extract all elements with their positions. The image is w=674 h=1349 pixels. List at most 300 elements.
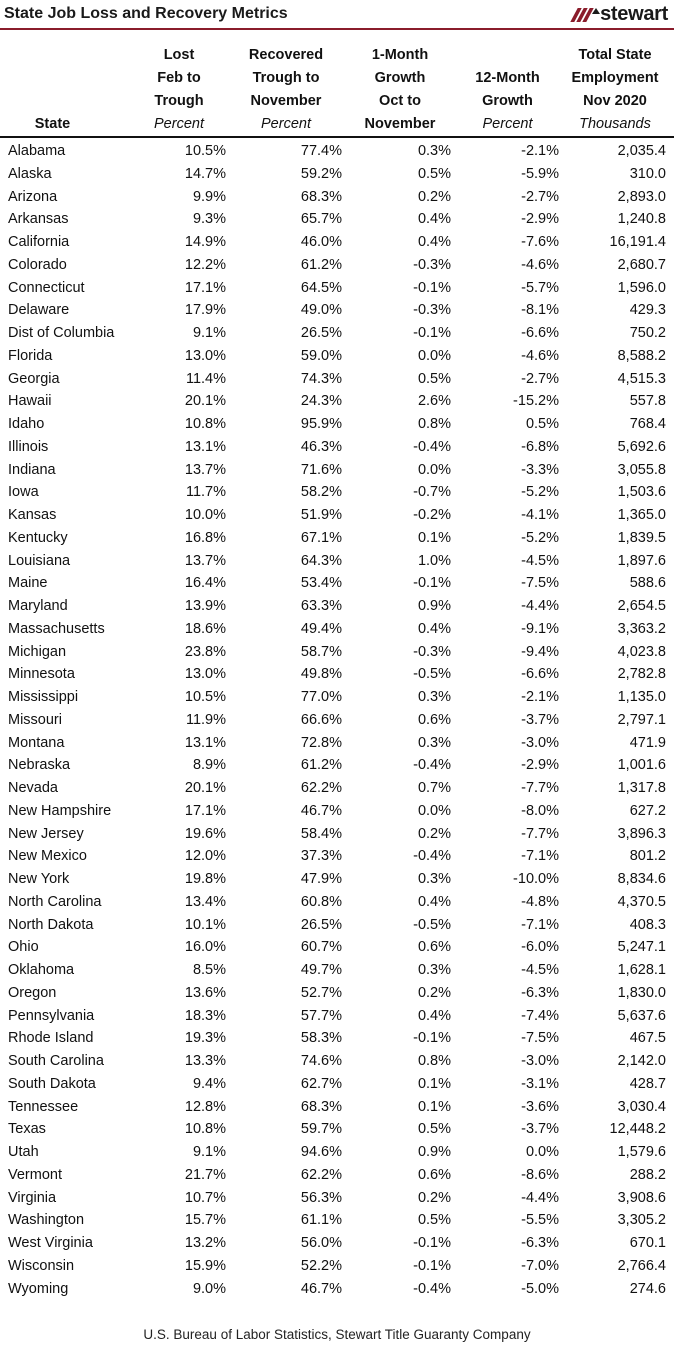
table-row bbox=[0, 823, 674, 846]
lost-percent: 16.8% bbox=[184, 529, 226, 546]
state-name: Kentucky bbox=[8, 529, 68, 546]
lost-percent: 13.0% bbox=[184, 666, 226, 683]
lost-percent: 9.4% bbox=[192, 1075, 226, 1092]
state-name: Alaska bbox=[8, 165, 52, 182]
recovered-percent: 74.3% bbox=[300, 370, 342, 387]
one-month-growth: 0.9% bbox=[417, 598, 451, 614]
recovered-percent: 62.2% bbox=[300, 780, 342, 796]
lost-percent: 13.7% bbox=[184, 552, 226, 569]
table-row bbox=[0, 1050, 674, 1073]
table-row bbox=[0, 459, 674, 482]
one-month-growth: 0.4% bbox=[417, 893, 451, 910]
total-employment: 2,766.4 bbox=[617, 1257, 666, 1274]
state-name: Missouri bbox=[8, 711, 62, 728]
state-name: Texas bbox=[8, 1121, 46, 1138]
twelve-month-growth: -6.3% bbox=[521, 984, 559, 1001]
twelve-month-growth: -6.0% bbox=[521, 939, 559, 956]
table-row bbox=[0, 186, 674, 209]
lost-percent: 13.7% bbox=[184, 461, 226, 478]
recovered-percent: 63.3% bbox=[300, 598, 342, 614]
table-row bbox=[0, 1255, 674, 1278]
recovered-percent: 64.5% bbox=[300, 279, 342, 296]
lost-percent: 10.7% bbox=[184, 1189, 226, 1206]
state-name: Illinois bbox=[8, 438, 49, 455]
twelve-month-growth: -2.9% bbox=[521, 211, 559, 228]
state-name: South Dakota bbox=[8, 1075, 96, 1092]
table-row bbox=[0, 982, 674, 1005]
recovered-percent: 58.7% bbox=[300, 643, 342, 660]
recovered-percent: 58.3% bbox=[300, 1030, 342, 1047]
total-employment: 1,503.6 bbox=[617, 484, 666, 501]
twelve-month-growth: -2.7% bbox=[521, 188, 559, 205]
table-row bbox=[0, 1278, 674, 1301]
one-month-growth: 0.3% bbox=[417, 689, 451, 705]
total-employment: 1,365.0 bbox=[617, 507, 666, 523]
lost-percent: 13.2% bbox=[184, 1235, 226, 1251]
one-month-growth: 1.0% bbox=[417, 552, 451, 569]
table-row bbox=[0, 572, 674, 595]
total-employment: 627.2 bbox=[629, 802, 666, 819]
one-month-growth: 0.2% bbox=[417, 825, 451, 842]
state-name: Washington bbox=[8, 1212, 85, 1229]
column-header-lost: Lost Feb to Trough Percent bbox=[154, 47, 204, 132]
table-header bbox=[0, 46, 674, 138]
lost-percent: 10.5% bbox=[184, 689, 226, 705]
total-employment: 16,191.4 bbox=[609, 234, 666, 250]
twelve-month-growth: -8.6% bbox=[521, 1166, 559, 1183]
lost-percent: 12.2% bbox=[184, 256, 226, 273]
recovered-percent: 77.4% bbox=[300, 143, 342, 159]
recovered-percent: 46.3% bbox=[300, 438, 342, 455]
one-month-growth: 2.6% bbox=[417, 393, 451, 410]
twelve-month-growth: -7.5% bbox=[521, 1030, 559, 1047]
state-name: Connecticut bbox=[8, 279, 85, 296]
lost-percent: 18.6% bbox=[184, 620, 226, 637]
one-month-growth: -0.4% bbox=[413, 848, 451, 865]
recovered-percent: 68.3% bbox=[300, 1098, 342, 1115]
recovered-percent: 74.6% bbox=[300, 1053, 342, 1069]
column-header-12-month-growth: 12-Month Growth Percent bbox=[475, 70, 540, 132]
twelve-month-growth: -9.1% bbox=[521, 620, 559, 637]
one-month-growth: -0.5% bbox=[413, 666, 451, 683]
twelve-month-growth: -3.7% bbox=[521, 711, 559, 728]
table-row bbox=[0, 914, 674, 937]
recovered-percent: 59.7% bbox=[300, 1121, 342, 1138]
total-employment: 588.6 bbox=[629, 575, 666, 592]
one-month-growth: 0.4% bbox=[417, 1007, 451, 1024]
total-employment: 2,035.4 bbox=[617, 143, 666, 159]
lost-percent: 16.0% bbox=[184, 939, 226, 956]
table-row bbox=[0, 618, 674, 641]
total-employment: 670.1 bbox=[629, 1235, 666, 1251]
one-month-growth: 0.5% bbox=[417, 1212, 451, 1229]
table-row bbox=[0, 845, 674, 868]
one-month-growth: 0.9% bbox=[417, 1144, 451, 1160]
total-employment: 2,142.0 bbox=[617, 1053, 666, 1069]
table-row bbox=[0, 1141, 674, 1164]
table-row bbox=[0, 1027, 674, 1050]
twelve-month-growth: -4.4% bbox=[521, 1189, 559, 1206]
total-employment: 288.2 bbox=[629, 1166, 666, 1183]
total-employment: 1,596.0 bbox=[617, 279, 666, 296]
total-employment: 2,797.1 bbox=[617, 711, 666, 728]
table-row bbox=[0, 413, 674, 436]
lost-percent: 11.7% bbox=[185, 484, 226, 501]
recovered-percent: 56.3% bbox=[300, 1189, 342, 1206]
one-month-growth: -0.1% bbox=[413, 1030, 451, 1047]
twelve-month-growth: -5.2% bbox=[521, 484, 559, 501]
state-name: New Hampshire bbox=[8, 802, 112, 819]
twelve-month-growth: -6.6% bbox=[521, 325, 559, 341]
one-month-growth: 0.5% bbox=[417, 1121, 451, 1138]
lost-percent: 10.8% bbox=[184, 416, 226, 432]
recovered-percent: 58.4% bbox=[300, 825, 342, 842]
state-name: Wisconsin bbox=[8, 1257, 75, 1274]
table-row bbox=[0, 1118, 674, 1141]
total-employment: 1,317.8 bbox=[617, 780, 666, 796]
one-month-growth: 0.5% bbox=[417, 370, 451, 387]
state-name: Vermont bbox=[8, 1166, 62, 1183]
twelve-month-growth: -7.0% bbox=[521, 1257, 559, 1274]
twelve-month-growth: -3.7% bbox=[521, 1121, 559, 1138]
recovered-percent: 94.6% bbox=[300, 1144, 342, 1160]
state-name: Alabama bbox=[8, 143, 66, 159]
total-employment: 3,363.2 bbox=[617, 620, 666, 637]
table-row bbox=[0, 481, 674, 504]
lost-percent: 17.9% bbox=[184, 302, 226, 319]
twelve-month-growth: -5.7% bbox=[521, 279, 559, 296]
recovered-percent: 26.5% bbox=[300, 325, 342, 341]
recovered-percent: 61.2% bbox=[300, 256, 342, 273]
table-row bbox=[0, 1209, 674, 1232]
total-employment: 1,839.5 bbox=[617, 529, 666, 546]
one-month-growth: -0.5% bbox=[413, 916, 451, 933]
recovered-percent: 24.3% bbox=[300, 393, 342, 410]
twelve-month-growth: -7.4% bbox=[521, 1007, 559, 1024]
total-employment: 4,370.5 bbox=[617, 893, 666, 910]
total-employment: 408.3 bbox=[629, 916, 666, 933]
twelve-month-growth: -2.1% bbox=[521, 689, 559, 705]
twelve-month-growth: -6.6% bbox=[521, 666, 559, 683]
state-name: Oregon bbox=[8, 984, 57, 1001]
table-row bbox=[0, 231, 674, 254]
page-title: State Job Loss and Recovery Metrics bbox=[4, 5, 288, 22]
lost-percent: 15.7% bbox=[184, 1212, 226, 1229]
state-name: Wyoming bbox=[8, 1280, 69, 1297]
one-month-growth: 0.0% bbox=[417, 347, 451, 364]
total-employment: 12,448.2 bbox=[609, 1121, 666, 1138]
twelve-month-growth: -7.5% bbox=[521, 575, 559, 592]
one-month-growth: -0.3% bbox=[413, 256, 451, 273]
stewart-logo-icon bbox=[570, 6, 598, 24]
state-name: New York bbox=[8, 871, 70, 887]
lost-percent: 11.9% bbox=[185, 711, 226, 728]
total-employment: 3,908.6 bbox=[617, 1189, 666, 1206]
twelve-month-growth: -4.5% bbox=[521, 962, 559, 978]
lost-percent: 12.0% bbox=[184, 848, 226, 865]
one-month-growth: 0.8% bbox=[417, 416, 451, 432]
state-name: Iowa bbox=[8, 484, 39, 501]
twelve-month-growth: -4.4% bbox=[521, 598, 559, 614]
total-employment: 429.3 bbox=[629, 302, 666, 319]
recovered-percent: 26.5% bbox=[300, 916, 342, 933]
one-month-growth: -0.3% bbox=[413, 643, 451, 660]
lost-percent: 10.0% bbox=[184, 507, 226, 523]
recovered-percent: 57.7% bbox=[300, 1007, 342, 1024]
one-month-growth: -0.1% bbox=[413, 575, 451, 592]
twelve-month-growth: -7.1% bbox=[521, 916, 559, 933]
recovered-percent: 58.2% bbox=[300, 484, 342, 501]
lost-percent: 15.9% bbox=[184, 1257, 226, 1274]
state-name: Georgia bbox=[8, 370, 60, 387]
recovered-percent: 49.4% bbox=[300, 620, 342, 637]
total-employment: 2,680.7 bbox=[617, 256, 666, 273]
one-month-growth: 0.6% bbox=[417, 711, 451, 728]
state-name: Rhode Island bbox=[8, 1030, 94, 1047]
recovered-percent: 65.7% bbox=[300, 211, 342, 228]
one-month-growth: 0.2% bbox=[417, 1189, 451, 1206]
total-employment: 1,897.6 bbox=[617, 552, 666, 569]
recovered-percent: 52.7% bbox=[300, 984, 342, 1001]
state-name: Michigan bbox=[8, 643, 67, 660]
state-name: South Carolina bbox=[8, 1053, 104, 1069]
total-employment: 2,654.5 bbox=[617, 598, 666, 614]
state-name: Montana bbox=[8, 734, 65, 751]
table-row bbox=[0, 868, 674, 891]
one-month-growth: -0.4% bbox=[413, 757, 451, 774]
twelve-month-growth: -8.1% bbox=[521, 302, 559, 319]
column-header-state: State bbox=[34, 116, 71, 132]
one-month-growth: -0.1% bbox=[413, 1257, 451, 1274]
total-employment: 2,893.0 bbox=[617, 188, 666, 205]
lost-percent: 10.1% bbox=[184, 916, 226, 933]
table-row bbox=[0, 777, 674, 800]
total-employment: 557.8 bbox=[629, 393, 666, 410]
total-employment: 750.2 bbox=[629, 325, 666, 341]
twelve-month-growth: -5.0% bbox=[521, 1280, 559, 1297]
twelve-month-growth: -9.4% bbox=[521, 643, 559, 660]
twelve-month-growth: -7.7% bbox=[521, 780, 559, 796]
recovered-percent: 64.3% bbox=[300, 552, 342, 569]
one-month-growth: 0.4% bbox=[417, 620, 451, 637]
lost-percent: 14.7% bbox=[184, 165, 226, 182]
total-employment: 5,637.6 bbox=[617, 1007, 666, 1024]
total-employment: 1,830.0 bbox=[617, 984, 666, 1001]
one-month-growth: 0.0% bbox=[417, 461, 451, 478]
recovered-percent: 62.2% bbox=[300, 1166, 342, 1183]
recovered-percent: 68.3% bbox=[300, 188, 342, 205]
one-month-growth: 0.7% bbox=[417, 780, 451, 796]
recovered-percent: 72.8% bbox=[300, 734, 342, 751]
table-row bbox=[0, 595, 674, 618]
source-footnote: U.S. Bureau of Labor Statistics, Stewart Title Guaranty Company bbox=[143, 1327, 531, 1342]
recovered-percent: 60.8% bbox=[300, 893, 342, 910]
lost-percent: 19.8% bbox=[184, 871, 226, 887]
total-employment: 4,515.3 bbox=[617, 370, 666, 387]
twelve-month-growth: -6.3% bbox=[521, 1235, 559, 1251]
state-name: Florida bbox=[8, 347, 53, 364]
total-employment: 5,247.1 bbox=[617, 939, 666, 956]
twelve-month-growth: -4.1% bbox=[521, 507, 559, 523]
table-row bbox=[0, 208, 674, 231]
lost-percent: 21.7% bbox=[184, 1166, 226, 1183]
lost-percent: 17.1% bbox=[184, 802, 226, 819]
lost-percent: 9.1% bbox=[192, 1144, 226, 1160]
table-row bbox=[0, 550, 674, 573]
lost-percent: 13.1% bbox=[184, 734, 226, 751]
one-month-growth: 0.3% bbox=[417, 143, 451, 159]
lost-percent: 9.1% bbox=[192, 325, 226, 341]
twelve-month-growth: -5.2% bbox=[521, 529, 559, 546]
recovered-percent: 59.0% bbox=[300, 347, 342, 364]
recovered-percent: 37.3% bbox=[300, 848, 342, 865]
twelve-month-growth: -3.0% bbox=[521, 1053, 559, 1069]
lost-percent: 8.9% bbox=[192, 757, 226, 774]
total-employment: 1,240.8 bbox=[617, 211, 666, 228]
lost-percent: 12.8% bbox=[184, 1098, 226, 1115]
one-month-growth: 0.4% bbox=[417, 234, 451, 250]
twelve-month-growth: -15.2% bbox=[513, 393, 559, 410]
lost-percent: 13.9% bbox=[184, 598, 226, 614]
column-header-total-employment: Total State Employment Nov 2020 Thousands bbox=[571, 47, 659, 132]
state-name: North Carolina bbox=[8, 893, 102, 910]
total-employment: 8,834.6 bbox=[617, 871, 666, 887]
table-row bbox=[0, 936, 674, 959]
state-name: Dist of Columbia bbox=[8, 325, 115, 341]
twelve-month-growth: -7.6% bbox=[521, 234, 559, 250]
lost-percent: 9.9% bbox=[192, 188, 226, 205]
state-name: Delaware bbox=[8, 302, 70, 319]
state-name: West Virginia bbox=[8, 1235, 93, 1251]
table-row bbox=[0, 641, 674, 664]
lost-percent: 19.3% bbox=[184, 1030, 226, 1047]
recovered-percent: 77.0% bbox=[300, 689, 342, 705]
lost-percent: 14.9% bbox=[184, 234, 226, 250]
lost-percent: 13.1% bbox=[184, 438, 226, 455]
twelve-month-growth: -3.6% bbox=[521, 1098, 559, 1115]
one-month-growth: 0.2% bbox=[417, 188, 451, 205]
one-month-growth: 0.1% bbox=[417, 1075, 451, 1092]
total-employment: 310.0 bbox=[629, 165, 666, 182]
twelve-month-growth: -7.1% bbox=[521, 848, 559, 865]
table-row bbox=[0, 1096, 674, 1119]
state-name: Oklahoma bbox=[8, 962, 75, 978]
recovered-percent: 47.9% bbox=[300, 871, 342, 887]
one-month-growth: -0.1% bbox=[413, 279, 451, 296]
lost-percent: 23.8% bbox=[184, 643, 226, 660]
state-name: Utah bbox=[8, 1144, 39, 1160]
recovered-percent: 49.7% bbox=[300, 962, 342, 978]
table-row bbox=[0, 800, 674, 823]
table-row bbox=[0, 504, 674, 527]
recovered-percent: 46.7% bbox=[300, 1280, 342, 1297]
table-row bbox=[0, 1073, 674, 1096]
twelve-month-growth: -5.5% bbox=[521, 1212, 559, 1229]
table-row bbox=[0, 322, 674, 345]
state-name: Maine bbox=[8, 575, 48, 592]
twelve-month-growth: -4.6% bbox=[521, 347, 559, 364]
table-row bbox=[0, 163, 674, 186]
table-row bbox=[0, 1187, 674, 1210]
table-row bbox=[0, 277, 674, 300]
lost-percent: 9.3% bbox=[192, 211, 226, 228]
recovered-percent: 46.7% bbox=[300, 802, 342, 819]
state-name: Nevada bbox=[8, 780, 58, 796]
lost-percent: 10.5% bbox=[184, 143, 226, 159]
state-name: Colorado bbox=[8, 256, 67, 273]
table-row bbox=[0, 527, 674, 550]
table-row bbox=[0, 140, 674, 163]
one-month-growth: 0.6% bbox=[417, 939, 451, 956]
one-month-growth: 0.3% bbox=[417, 734, 451, 751]
twelve-month-growth: -3.3% bbox=[521, 461, 559, 478]
lost-percent: 13.4% bbox=[184, 893, 226, 910]
recovered-percent: 59.2% bbox=[300, 165, 342, 182]
twelve-month-growth: -3.1% bbox=[521, 1075, 559, 1092]
recovered-percent: 61.1% bbox=[300, 1212, 342, 1229]
state-name: Maryland bbox=[8, 598, 68, 614]
table-row bbox=[0, 299, 674, 322]
total-employment: 1,001.6 bbox=[617, 757, 666, 774]
twelve-month-growth: -5.9% bbox=[521, 165, 559, 182]
table-row bbox=[0, 1164, 674, 1187]
state-name: Tennessee bbox=[8, 1098, 79, 1115]
one-month-growth: -0.7% bbox=[413, 484, 451, 501]
total-employment: 471.9 bbox=[629, 734, 666, 751]
table-row bbox=[0, 254, 674, 277]
state-name: Minnesota bbox=[8, 666, 75, 683]
lost-percent: 13.3% bbox=[184, 1053, 226, 1069]
total-employment: 1,135.0 bbox=[617, 689, 666, 705]
recovered-percent: 49.0% bbox=[300, 302, 342, 319]
one-month-growth: 0.3% bbox=[417, 871, 451, 887]
total-employment: 1,628.1 bbox=[617, 962, 666, 978]
twelve-month-growth: -4.6% bbox=[521, 256, 559, 273]
column-header-1-month-growth: 1-Month Growth Oct to November bbox=[364, 47, 436, 132]
twelve-month-growth: -2.1% bbox=[521, 143, 559, 159]
state-name: Ohio bbox=[8, 939, 39, 956]
lost-percent: 16.4% bbox=[184, 575, 226, 592]
recovered-percent: 53.4% bbox=[300, 575, 342, 592]
one-month-growth: -0.4% bbox=[413, 1280, 451, 1297]
table-row bbox=[0, 436, 674, 459]
total-employment: 768.4 bbox=[629, 416, 666, 432]
one-month-growth: -0.2% bbox=[413, 507, 451, 523]
one-month-growth: 0.1% bbox=[417, 1098, 451, 1115]
recovered-percent: 71.6% bbox=[300, 461, 342, 478]
state-name: North Dakota bbox=[8, 916, 94, 933]
recovered-percent: 61.2% bbox=[300, 757, 342, 774]
total-employment: 5,692.6 bbox=[617, 438, 666, 455]
lost-percent: 17.1% bbox=[184, 279, 226, 296]
recovered-percent: 56.0% bbox=[300, 1235, 342, 1251]
lost-percent: 8.5% bbox=[192, 962, 226, 978]
table-row bbox=[0, 891, 674, 914]
state-name: Massachusetts bbox=[8, 620, 105, 637]
one-month-growth: 0.3% bbox=[417, 962, 451, 978]
recovered-percent: 46.0% bbox=[300, 234, 342, 250]
one-month-growth: 0.6% bbox=[417, 1166, 451, 1183]
twelve-month-growth: -7.7% bbox=[521, 825, 559, 842]
recovered-percent: 62.7% bbox=[300, 1075, 342, 1092]
one-month-growth: 0.4% bbox=[417, 211, 451, 228]
twelve-month-growth: -4.8% bbox=[521, 893, 559, 910]
recovered-percent: 95.9% bbox=[300, 416, 342, 432]
state-name: Kansas bbox=[8, 507, 57, 523]
one-month-growth: -0.3% bbox=[413, 302, 451, 319]
state-name: Virginia bbox=[8, 1189, 57, 1206]
one-month-growth: 0.1% bbox=[417, 529, 451, 546]
